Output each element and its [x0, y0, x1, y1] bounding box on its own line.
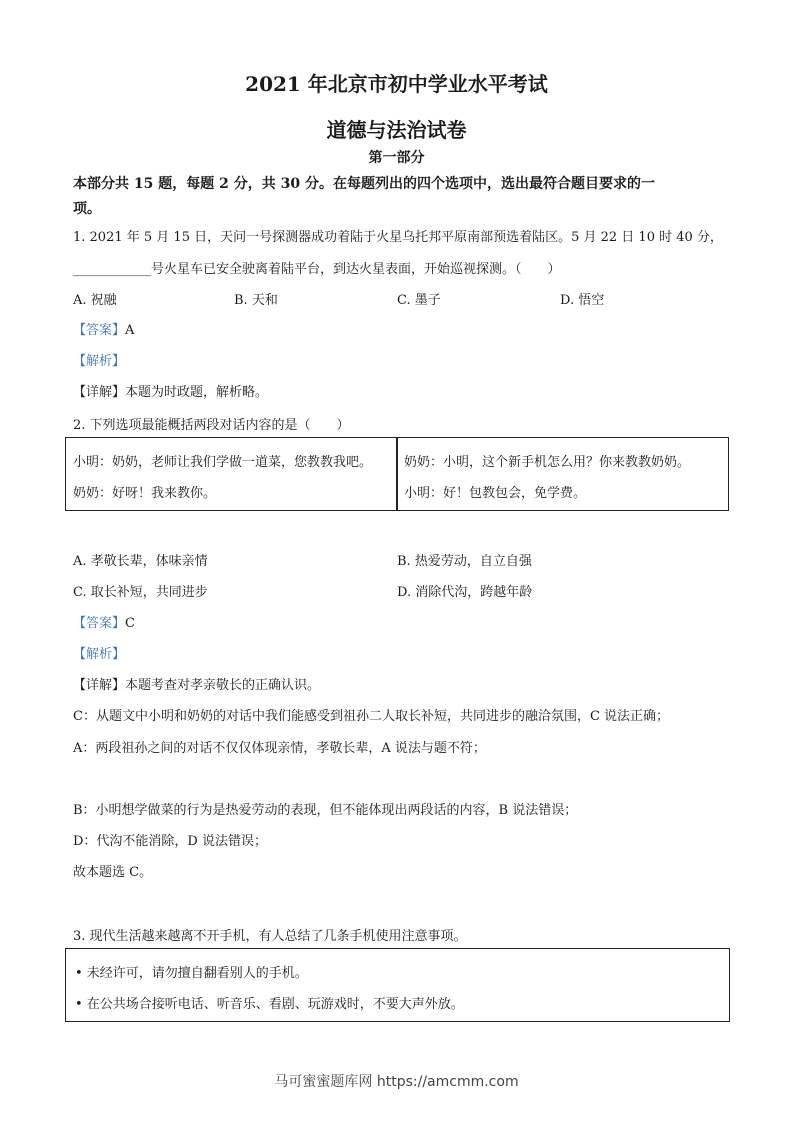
- answer-value: C: [125, 616, 135, 631]
- q1-option-b: B. 天和: [234, 293, 278, 308]
- q2-answer: [73, 612, 135, 631]
- q1-stem-line2: [73, 258, 561, 277]
- q2-analysis-label: 【解析】: [73, 647, 126, 662]
- q1-answer: [73, 319, 134, 338]
- q2-right-line1: 奶奶：小明，这个新手机怎么用？你来教教奶奶。: [404, 455, 691, 470]
- q2-option-b: B. 热爱劳动，自立自强: [397, 554, 532, 569]
- q2-explain-a: A：两段祖孙之间的对话不仅仅体现亲情，孝敬长辈，A 说法与题不符；: [73, 741, 486, 756]
- q1-detail: [73, 381, 268, 400]
- exam-title: 2021 年北京市初中学业水平考试: [245, 72, 548, 96]
- q1-analysis-label: 【解析】: [73, 354, 126, 369]
- q2-stem: 2. 下列选项最能概括两段对话内容的是（ ）: [73, 418, 350, 433]
- q1-option-d: D. 悟空: [560, 293, 605, 308]
- q2-option-a: A. 孝敬长辈，体味亲情: [73, 554, 208, 569]
- part-title: 第一部分: [368, 150, 425, 166]
- q2-explain-b: B：小明想学做菜的行为是热爱劳动的表现，但不能体现出两段话的内容，B 说法错误；: [73, 803, 578, 818]
- instructions-line1: 本部分共 15 题，每题 2 分，共 30 分。在每题列出的四个选项中，选出最符合题目要求的一: [73, 176, 655, 192]
- q2-left-line2: 奶奶：好呀！我来教你。: [73, 486, 217, 501]
- q1-option-a: A. 祝融: [73, 293, 117, 308]
- q2-option-d: D. 消除代沟，跨越年龄: [397, 585, 533, 600]
- q2-option-c: C. 取长补短，共同进步: [73, 585, 208, 600]
- q1-stem-rest: 号火星车已安全驶离着陆平台，到达火星表面，开始巡视探测。（ ）: [151, 262, 561, 277]
- answer-label: 【答案】: [73, 616, 126, 631]
- q3-stem: 3. 现代生活越来越离不开手机，有人总结了几条手机使用注意事项。: [73, 929, 467, 944]
- q3-item-2: • 在公共场合接听电话、听音乐、看剧、玩游戏时，不要大声外放。: [75, 997, 464, 1012]
- subject-title: 道德与法治试卷: [326, 118, 467, 142]
- q3-item-1: • 未经许可，请勿擅自翻看别人的手机。: [75, 966, 308, 981]
- answer-label: 【答案】: [73, 323, 126, 338]
- footer-watermark: 马可蜜蜜题库网 https://amcmm.com: [274, 1074, 519, 1090]
- detail-text: 本题为时政题，解析略。: [125, 385, 269, 400]
- q2-conclusion: 故本题选 C。: [73, 865, 153, 880]
- q1-option-c: C. 墨子: [397, 293, 441, 308]
- instructions-line2: 项。: [73, 201, 101, 217]
- q2-explain-c: C：从题文中小明和奶奶的对话中我们能感受到祖孙二人取长补短，共同进步的融洽氛围，C 说法正确；: [73, 709, 670, 724]
- q1-blank: ____________: [73, 262, 151, 277]
- q2-explain-d: D：代沟不能消除，D 说法错误；: [73, 834, 267, 849]
- q2-detail: [73, 674, 320, 693]
- q2-left-line1: 小明：奶奶，老师让我们学做一道菜，您教教我吧。: [73, 455, 373, 470]
- answer-value: A: [125, 323, 135, 338]
- detail-label: 【详解】: [73, 678, 126, 693]
- q2-right-line2: 小明：好！包教包会，免学费。: [404, 486, 587, 501]
- detail-label: 【详解】: [73, 385, 126, 400]
- q1-stem-line1: 1. 2021 年 5 月 15 日，天问一号探测器成功着陆于火星乌托邦平原南部预选着陆区。5 月 22 日 10 时 40 分，: [73, 230, 723, 245]
- detail-text: 本题考查对孝亲敬长的正确认识。: [125, 678, 321, 693]
